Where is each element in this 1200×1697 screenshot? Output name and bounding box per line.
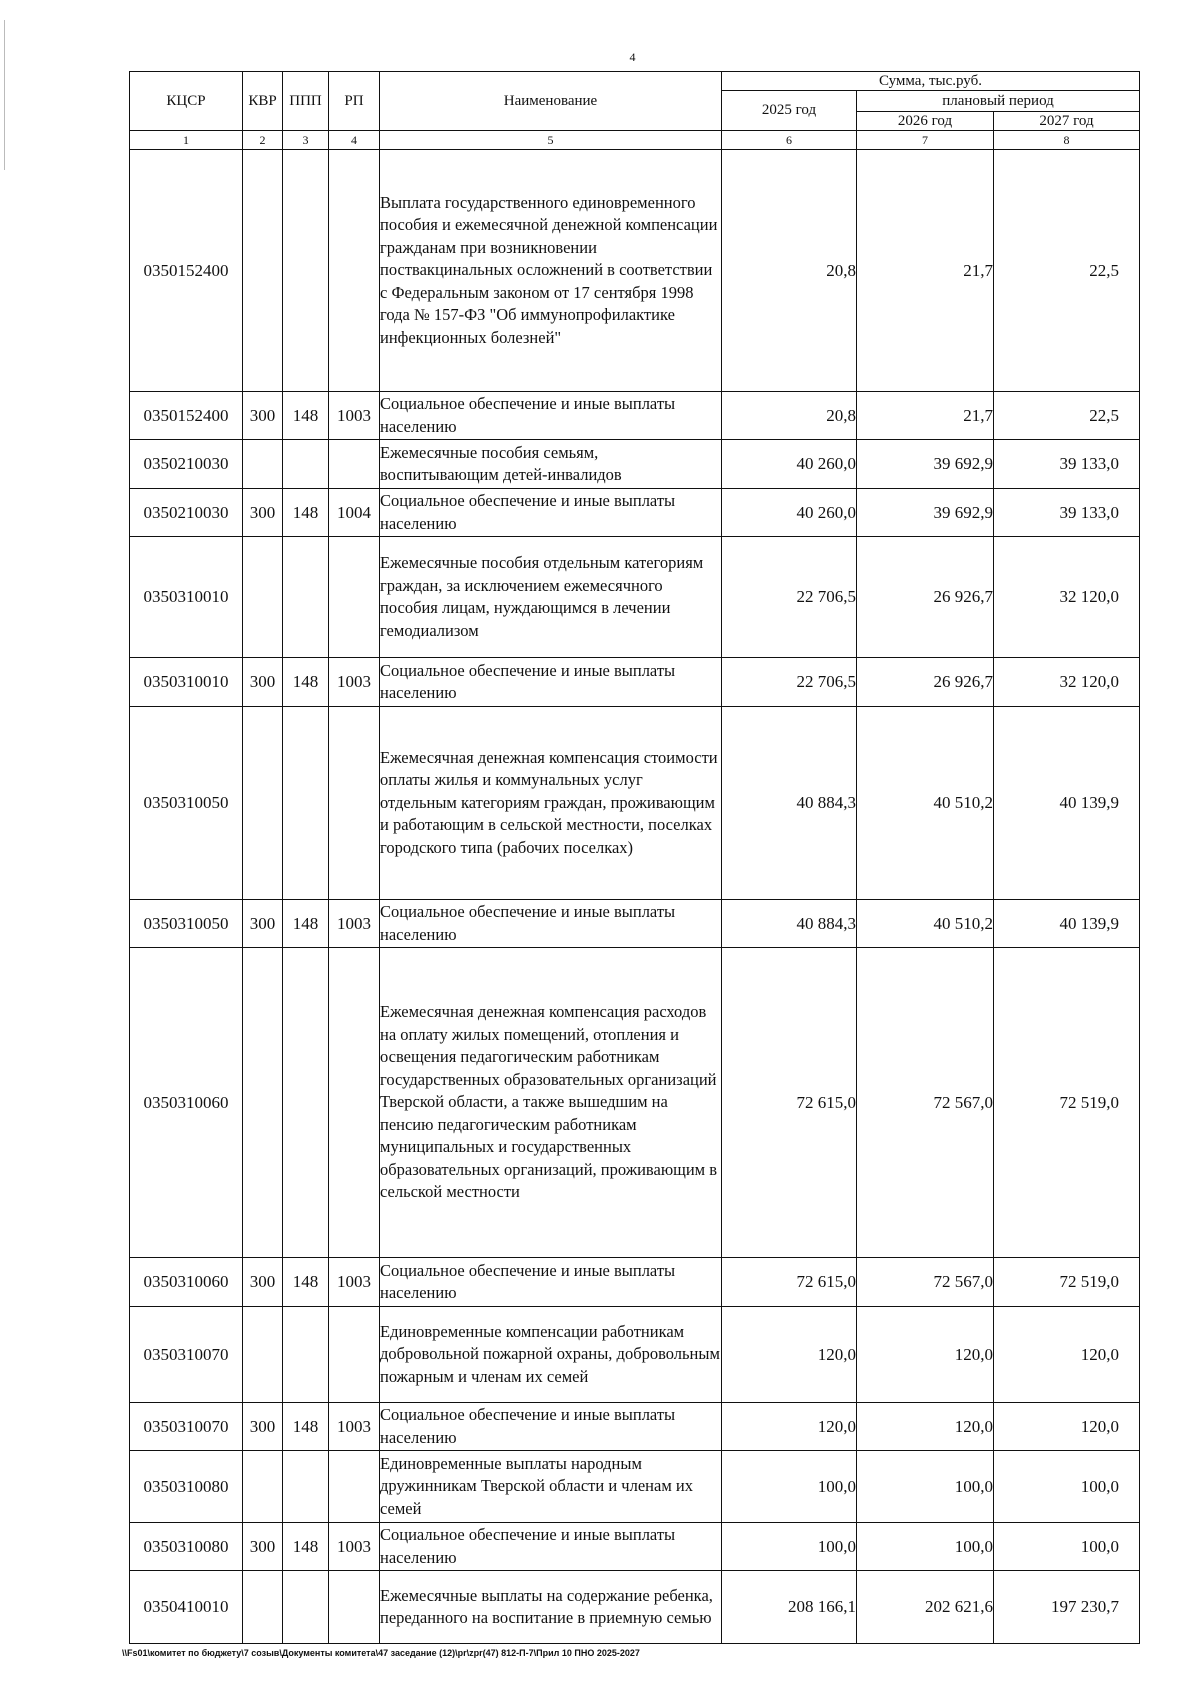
header-year-2027: 2027 год	[994, 112, 1140, 131]
cell-ppp	[283, 440, 329, 489]
cell-ppp: 148	[283, 900, 329, 948]
table-row	[130, 658, 1140, 707]
cell-rp	[329, 440, 380, 489]
cell-name: Социальное обеспечение и иные выплаты населению	[380, 900, 722, 948]
cell-ppp: 148	[283, 1523, 329, 1571]
cell-ppp	[283, 1451, 329, 1523]
cell-amount-2026: 202 621,6	[857, 1571, 994, 1644]
cell-kvr	[243, 1307, 283, 1403]
cell-name: Единовременные выплаты народным дружинникам Тверской области и членам их семей	[380, 1451, 722, 1523]
cell-amount-2026: 72 567,0	[857, 948, 994, 1258]
cell-amount-2027: 22,5	[994, 150, 1140, 392]
cell-name: Социальное обеспечение и иные выплаты населению	[380, 1403, 722, 1451]
cell-amount-2027: 72 519,0	[994, 1258, 1140, 1307]
cell-amount-2027: 22,5	[994, 392, 1140, 440]
cell-rp: 1003	[329, 1403, 380, 1451]
header-year-2026: 2026 год	[857, 112, 994, 131]
table-row	[130, 392, 1140, 440]
cell-kcsr: 0350310070	[130, 1403, 243, 1451]
cell-kvr: 300	[243, 658, 283, 707]
cell-amount-2026: 72 567,0	[857, 1258, 994, 1307]
cell-kvr: 300	[243, 489, 283, 537]
cell-amount-2026: 26 926,7	[857, 658, 994, 707]
table-row	[130, 1258, 1140, 1307]
cell-kvr	[243, 150, 283, 392]
cell-kvr: 300	[243, 900, 283, 948]
cell-amount-2026: 21,7	[857, 150, 994, 392]
table-row	[130, 1307, 1140, 1403]
cell-amount-2027: 72 519,0	[994, 948, 1140, 1258]
column-number: 3	[283, 131, 329, 150]
cell-amount-2025: 72 615,0	[722, 948, 857, 1258]
table-row	[130, 1523, 1140, 1571]
cell-amount-2025: 20,8	[722, 150, 857, 392]
table-row	[130, 948, 1140, 1258]
column-number: 4	[329, 131, 380, 150]
cell-amount-2025: 40 884,3	[722, 707, 857, 900]
cell-kvr	[243, 1451, 283, 1523]
cell-amount-2027: 40 139,9	[994, 900, 1140, 948]
cell-amount-2025: 40 884,3	[722, 900, 857, 948]
cell-ppp	[283, 1571, 329, 1644]
cell-kvr	[243, 948, 283, 1258]
cell-rp	[329, 707, 380, 900]
cell-amount-2027: 32 120,0	[994, 537, 1140, 658]
scan-edge-mark	[4, 20, 5, 170]
cell-name: Социальное обеспечение и иные выплаты населению	[380, 489, 722, 537]
cell-kvr	[243, 440, 283, 489]
column-number: 7	[857, 131, 994, 150]
header-name: Наименование	[380, 72, 722, 131]
header-kvr: КВР	[243, 72, 283, 131]
cell-kcsr: 0350310050	[130, 900, 243, 948]
cell-kvr: 300	[243, 1258, 283, 1307]
cell-kvr: 300	[243, 1523, 283, 1571]
footer-file-path: \\Fs01\комитет по бюджету\7 созыв\Документы комитета\47 заседание (12)\pr\zpr(47) 812-П-7\Прил 10 ПНО 2025-2027	[122, 1648, 640, 1658]
cell-amount-2026: 120,0	[857, 1307, 994, 1403]
cell-ppp	[283, 707, 329, 900]
cell-rp: 1003	[329, 1258, 380, 1307]
cell-amount-2027: 100,0	[994, 1523, 1140, 1571]
cell-rp	[329, 1307, 380, 1403]
cell-rp: 1003	[329, 658, 380, 707]
cell-amount-2026: 100,0	[857, 1451, 994, 1523]
cell-kvr	[243, 1571, 283, 1644]
cell-rp	[329, 150, 380, 392]
cell-name: Ежемесячные пособия семьям, воспитывающим детей-инвалидов	[380, 440, 722, 489]
header-rp: РП	[329, 72, 380, 131]
cell-amount-2025: 20,8	[722, 392, 857, 440]
cell-kcsr: 0350210030	[130, 440, 243, 489]
cell-kvr	[243, 707, 283, 900]
cell-kcsr: 0350152400	[130, 392, 243, 440]
cell-rp	[329, 537, 380, 658]
cell-amount-2027: 197 230,7	[994, 1571, 1140, 1644]
cell-ppp: 148	[283, 489, 329, 537]
column-number-row	[130, 131, 1140, 150]
cell-ppp	[283, 948, 329, 1258]
cell-amount-2025: 22 706,5	[722, 537, 857, 658]
cell-ppp	[283, 537, 329, 658]
table-row	[130, 150, 1140, 392]
cell-amount-2025: 22 706,5	[722, 658, 857, 707]
cell-kcsr: 0350310080	[130, 1451, 243, 1523]
table-row	[130, 440, 1140, 489]
cell-amount-2027: 40 139,9	[994, 707, 1140, 900]
cell-name: Ежемесячная денежная компенсация расходов на оплату жилых помещений, отопления и освещения педагогическим работникам государственных образовательных организаций Тверской области, а также вышедшим на пенсию педагогическим работникам муниципальных и государственных образовательных организаций, проживающим в сельской местности	[380, 948, 722, 1258]
column-number: 6	[722, 131, 857, 150]
cell-kcsr: 0350310080	[130, 1523, 243, 1571]
cell-kvr: 300	[243, 392, 283, 440]
cell-ppp: 148	[283, 1403, 329, 1451]
budget-table	[129, 71, 1140, 1644]
cell-name: Ежемесячная денежная компенсация стоимости оплаты жилья и коммунальных услуг отдельным категориям граждан, проживающим и работающим в сельской местности, поселках городского типа (рабочих поселках)	[380, 707, 722, 900]
cell-kcsr: 0350310060	[130, 1258, 243, 1307]
cell-ppp: 148	[283, 658, 329, 707]
table-row	[130, 707, 1140, 900]
cell-amount-2025: 72 615,0	[722, 1258, 857, 1307]
cell-kcsr: 0350410010	[130, 1571, 243, 1644]
cell-amount-2026: 40 510,2	[857, 707, 994, 900]
cell-kcsr: 0350310060	[130, 948, 243, 1258]
cell-amount-2026: 39 692,9	[857, 489, 994, 537]
cell-ppp	[283, 150, 329, 392]
cell-amount-2026: 26 926,7	[857, 537, 994, 658]
column-number: 8	[994, 131, 1140, 150]
cell-amount-2026: 39 692,9	[857, 440, 994, 489]
cell-amount-2025: 40 260,0	[722, 489, 857, 537]
column-number: 5	[380, 131, 722, 150]
cell-amount-2025: 100,0	[722, 1451, 857, 1523]
page-number: 4	[629, 50, 636, 64]
cell-amount-2027: 39 133,0	[994, 440, 1140, 489]
table-row	[130, 1451, 1140, 1523]
cell-name: Ежемесячные пособия отдельным категориям граждан, за исключением ежемесячного пособия лицам, нуждающимся в лечении гемодиализом	[380, 537, 722, 658]
table-row	[130, 489, 1140, 537]
table-row	[130, 900, 1140, 948]
header-year-2025: 2025 год	[722, 91, 857, 131]
cell-amount-2026: 40 510,2	[857, 900, 994, 948]
cell-kcsr: 0350310010	[130, 537, 243, 658]
cell-amount-2026: 21,7	[857, 392, 994, 440]
cell-rp	[329, 1571, 380, 1644]
cell-amount-2026: 120,0	[857, 1403, 994, 1451]
cell-kcsr: 0350310010	[130, 658, 243, 707]
cell-name: Социальное обеспечение и иные выплаты населению	[380, 658, 722, 707]
cell-rp: 1004	[329, 489, 380, 537]
header-ppp: ППП	[283, 72, 329, 131]
cell-amount-2027: 120,0	[994, 1403, 1140, 1451]
table-row	[130, 537, 1140, 658]
table-row	[130, 1403, 1140, 1451]
cell-amount-2025: 40 260,0	[722, 440, 857, 489]
cell-ppp	[283, 1307, 329, 1403]
cell-amount-2027: 32 120,0	[994, 658, 1140, 707]
cell-amount-2025: 100,0	[722, 1523, 857, 1571]
cell-amount-2026: 100,0	[857, 1523, 994, 1571]
cell-name: Выплата государственного единовременного пособия и ежемесячной денежной компенсации гражданам при возникновении поствакцинальных осложнений в соответствии с Федеральным законом от 17 сентября 1998 года № 157-ФЗ "Об иммунопрофилактике инфекционных болезней"	[380, 150, 722, 392]
cell-rp	[329, 948, 380, 1258]
cell-kcsr: 0350152400	[130, 150, 243, 392]
cell-kvr: 300	[243, 1403, 283, 1451]
header-kcsr: КЦСР	[130, 72, 243, 131]
cell-amount-2027: 100,0	[994, 1451, 1140, 1523]
cell-name: Единовременные компенсации работникам добровольной пожарной охраны, добровольным пожарным и членам их семей	[380, 1307, 722, 1403]
cell-kcsr: 0350310070	[130, 1307, 243, 1403]
cell-amount-2027: 120,0	[994, 1307, 1140, 1403]
cell-name: Социальное обеспечение и иные выплаты населению	[380, 1523, 722, 1571]
cell-kcsr: 0350310050	[130, 707, 243, 900]
cell-amount-2025: 120,0	[722, 1403, 857, 1451]
cell-rp: 1003	[329, 1523, 380, 1571]
cell-amount-2027: 39 133,0	[994, 489, 1140, 537]
column-number: 2	[243, 131, 283, 150]
cell-kcsr: 0350210030	[130, 489, 243, 537]
cell-ppp: 148	[283, 1258, 329, 1307]
cell-rp: 1003	[329, 900, 380, 948]
cell-rp	[329, 1451, 380, 1523]
cell-amount-2025: 208 166,1	[722, 1571, 857, 1644]
cell-rp: 1003	[329, 392, 380, 440]
table-body	[130, 150, 1140, 1644]
table-row	[130, 1571, 1140, 1644]
cell-name: Социальное обеспечение и иные выплаты населению	[380, 392, 722, 440]
cell-kvr	[243, 537, 283, 658]
table-header	[130, 72, 1140, 150]
column-number: 1	[130, 131, 243, 150]
header-sum: Сумма, тыс.руб.	[722, 72, 1140, 91]
cell-name: Социальное обеспечение и иные выплаты населению	[380, 1258, 722, 1307]
cell-ppp: 148	[283, 392, 329, 440]
header-planned-period: плановый период	[857, 91, 1140, 112]
cell-name: Ежемесячные выплаты на содержание ребенка, переданного на воспитание в приемную семью	[380, 1571, 722, 1644]
cell-amount-2025: 120,0	[722, 1307, 857, 1403]
